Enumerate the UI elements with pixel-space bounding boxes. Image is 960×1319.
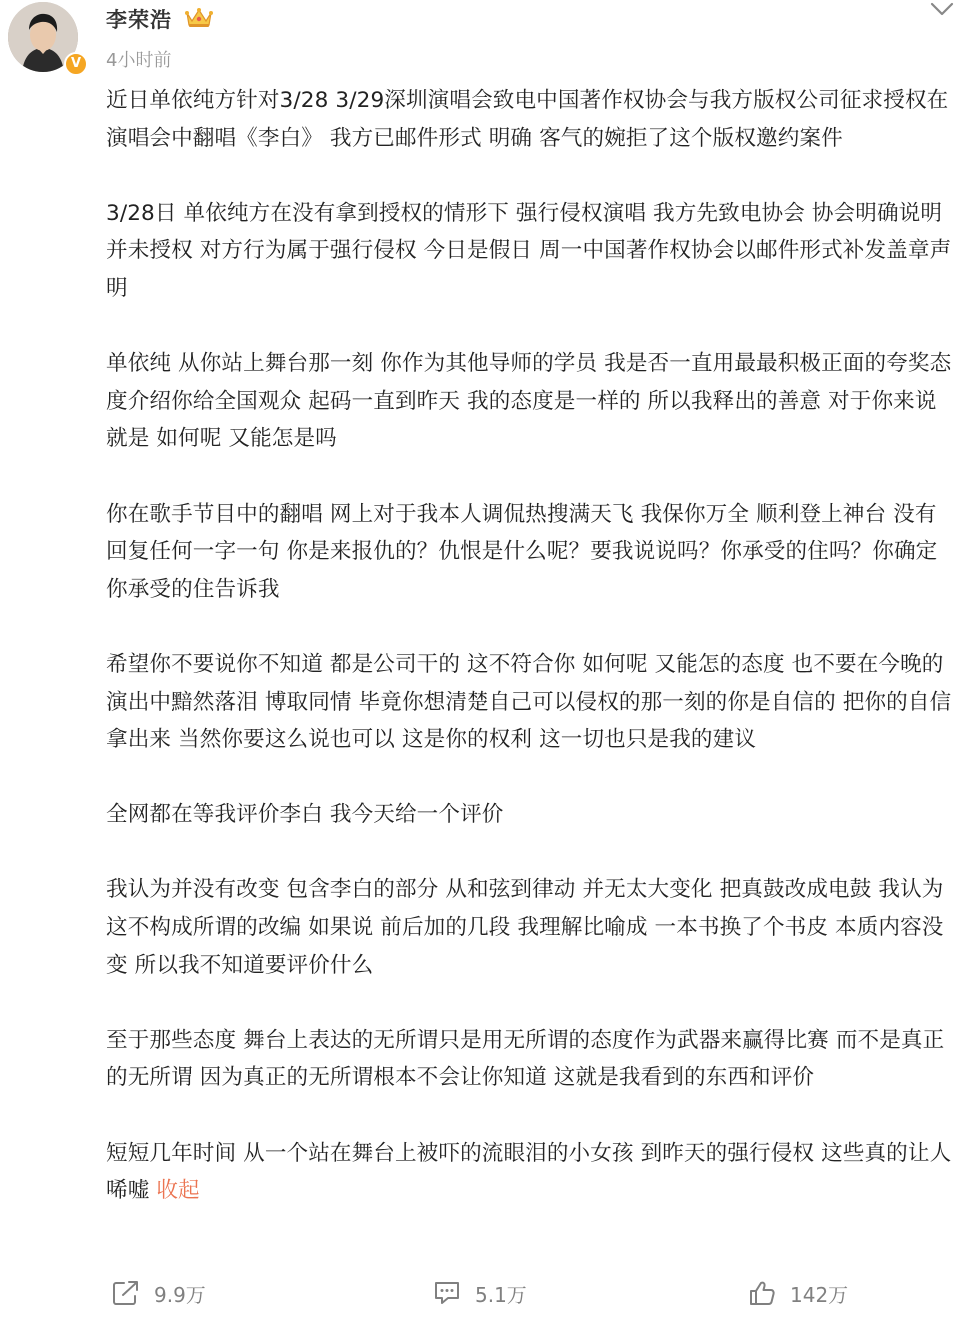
post-paragraph-1: 近日单依纯方针对3/28 3/29深圳演唱会致电中国著作权协会与我方版权公司征求授权在演唱会中翻唱《李白》 我方已邮件形式 明确 客气的婉拒了这个版权邀约案件 [106, 88, 949, 151]
repost-icon [112, 1280, 140, 1306]
like-button[interactable] [748, 1278, 848, 1308]
post-paragraph-8: 至于那些态度 舞台上表达的无所谓只是用无所谓的态度作为武器来赢得比赛 而不是真正的无所谓 因为真正的无所谓根本不会让你知道 这就是我看到的东西和评价 [106, 1027, 945, 1091]
post-header [0, 0, 960, 90]
post-body [106, 82, 958, 1210]
post-paragraph-9 [106, 1135, 958, 1210]
chevron-down-icon[interactable] [928, 0, 956, 20]
post-paragraph-5: 希望你不要说你不知道 都是公司干的 这不符合你 如何呢 又能怎的态度 也不要在今晚的演出中黯然落泪 博取同情 毕竟你想清楚自己可以侵权的那一刻的你是自信的 把你的自信拿出来 当然你要这么说也可以 这是你的权利 这一切也只是我的建议 [106, 651, 952, 753]
repost-button[interactable] [112, 1278, 206, 1308]
collapse-link[interactable]: 收起 [156, 1178, 200, 1204]
action-bar [0, 1268, 960, 1318]
like-count: 142万 [790, 1282, 849, 1307]
avatar-container[interactable] [8, 2, 82, 74]
post-paragraph-4: 你在歌手节目中的翻唱 网上对于我本人调侃热搜满天飞 我保你万全 顺利登上神台 没有回复任何一字一句 你是来报仇的？仇恨是什么呢？要我说说吗？你承受的住吗？你确定你承受的住告诉我 [106, 501, 938, 602]
comment-icon [433, 1280, 461, 1306]
post-paragraph-9-text: 短短几年时间 从一个站在舞台上被吓的流眼泪的小女孩 到昨天的强行侵权 这些真的让人唏嘘 [106, 1140, 952, 1204]
verified-badge-icon: V [64, 52, 88, 76]
post-time: 4小时前 [106, 50, 172, 71]
crown-badge-icon[interactable] [184, 5, 214, 29]
post-paragraph-2: 3/28日 单依纯方在没有拿到授权的情形下 强行侵权演唱 我方先致电协会 协会明确说明 并未授权 对方行为属于强行侵权 今日是假日 周一中国著作权协会以邮件形式补发盖章声明 [106, 200, 952, 301]
post-paragraph-7: 我认为并没有改变 包含李白的部分 从和弦到律动 并无太大变化 把真鼓改成电鼓 我认为这不构成所谓的改编 如果说 前后加的几段 我理解比喻成 一本书换了个书皮 本质内容没变 所以我不知道要评价什么 [106, 877, 944, 978]
comment-count: 5.1万 [475, 1282, 527, 1307]
user-name[interactable]: 李荣浩 [106, 8, 172, 32]
comment-button[interactable] [433, 1278, 527, 1308]
post-paragraph-6: 全网都在等我评价李白 我今天给一个评价 [106, 802, 504, 828]
repost-count: 9.9万 [154, 1282, 206, 1307]
thumbs-up-icon [748, 1280, 776, 1306]
post-paragraph-3: 单依纯 从你站上舞台那一刻 你作为其他导师的学员 我是否一直用最最积极正面的夸奖态度介绍你给全国观众 起码一直到昨天 我的态度是一样的 所以我释出的善意 对于你来说 就是 如何呢 又能怎是吗 [106, 351, 952, 452]
